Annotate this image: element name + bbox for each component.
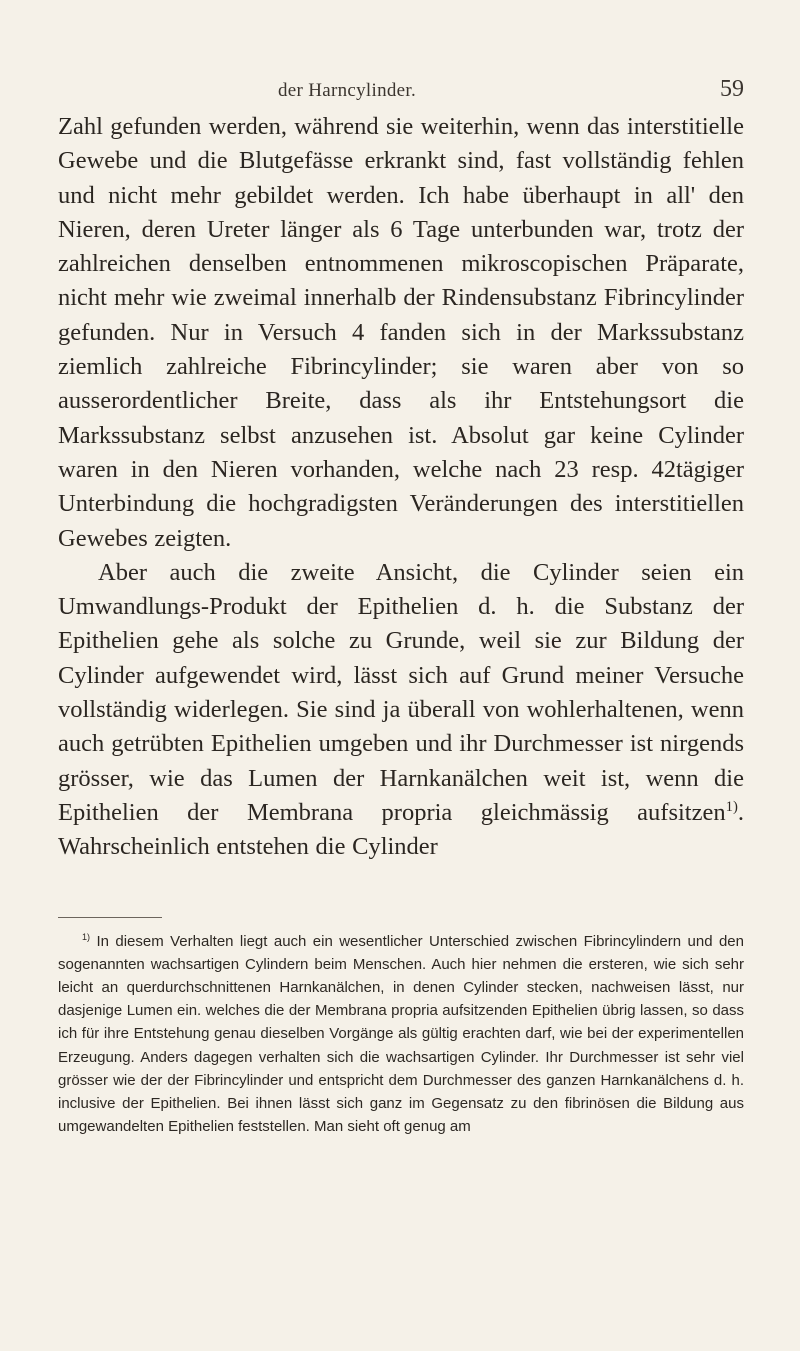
- paragraph-text-end: . Wahrscheinlich entstehen die Cylinder: [58, 798, 744, 861]
- footnote-text: In diesem Verhalten liegt auch ein wesentlicher Unterschied zwischen Fibrincylindern und den sogenannten wachsartigen Cylindern beim Menschen. Auch hier nehmen die ersteren, wie sich sehr leicht an querdurchschnittenen Harnkanälchen, in denen Cylinder stecken, nachweisen lässt, nur dasjenige Lumen ein. welches die der Membrana propria aufsitzenden Epithelien übrig lassen, so dass ich für ihre Entstehung genau dieselben Vorgänge als gültig erachten darf, wie bei der experimentellen Erzeugung. Anders dagegen verhalten sich die wachsartigen Cylinder. Ihr Durchmesser ist sehr viel grösser wie der der Fibrincylinder und entspricht dem Durchmesser des ganzen Harnkanälchens d. h. inclusive der Epithelien. Bei ihnen lässt sich ganz im Gegensatz zu den fibrinösen die Bildung aus umgewandelten Epithelien feststellen. Man sieht oft genug am: [58, 932, 744, 1136]
- paragraph-text: Aber auch die zweite Ansicht, die Cylinder seien ein Umwandlungs-Produkt der Epithelien d. h. die Substanz der Epithelien gehe als solche zu Grunde, weil sie zur Bildung der Cylinder aufgewendet wird, lässt sich auf Grund meiner Versuche vollständig widerlegen. Sie sind ja überall von wohlerhaltenen, wenn auch getrübten Epithelien umgeben und ihr Durchmesser ist nirgends grösser, wie das Lumen der Harnkanälchen weit ist, wenn die Epithelien der Membrana propria gleichmässig aufsitzen: [58, 558, 744, 826]
- paragraph: Zahl gefunden werden, während sie weiterhin, wenn das interstitielle Gewebe und die Blutgefässe erkrankt sind, fast vollständig fehlen und nicht mehr gebildet werden. Ich habe überhaupt in all' den Nieren, deren Ureter länger als 6 Tage unterbunden war, trotz der zahlreichen denselben entnommenen mikroscopischen Präparate, nicht mehr wie zweimal innerhalb der Rindensubstanz Fibrincylinder gefunden. Nur in Versuch 4 fanden sich in der Markssubstanz ziemlich zahlreiche Fibrincylinder; sie waren aber von so ausserordentlicher Breite, dass als ihr Entstehungsort die Markssubstanz selbst anzusehen ist. Absolut gar keine Cylinder waren in den Nieren vorhanden, welche nach 23 resp. 42tägiger Unterbindung die hochgradigsten Veränderungen des interstitiellen Gewebes zeigten.: [58, 113, 744, 552]
- footnote-reference: 1): [725, 798, 738, 815]
- page-header: [58, 58, 744, 102]
- footnote-marker: 1): [82, 931, 91, 942]
- footnote-area: [58, 930, 744, 1139]
- footnote-separator: [58, 917, 162, 918]
- page-number: 59: [720, 76, 744, 102]
- footnote: [58, 930, 744, 1139]
- running-head: der Harncylinder.: [278, 80, 417, 101]
- paragraph: [58, 556, 744, 865]
- main-text: [58, 110, 744, 865]
